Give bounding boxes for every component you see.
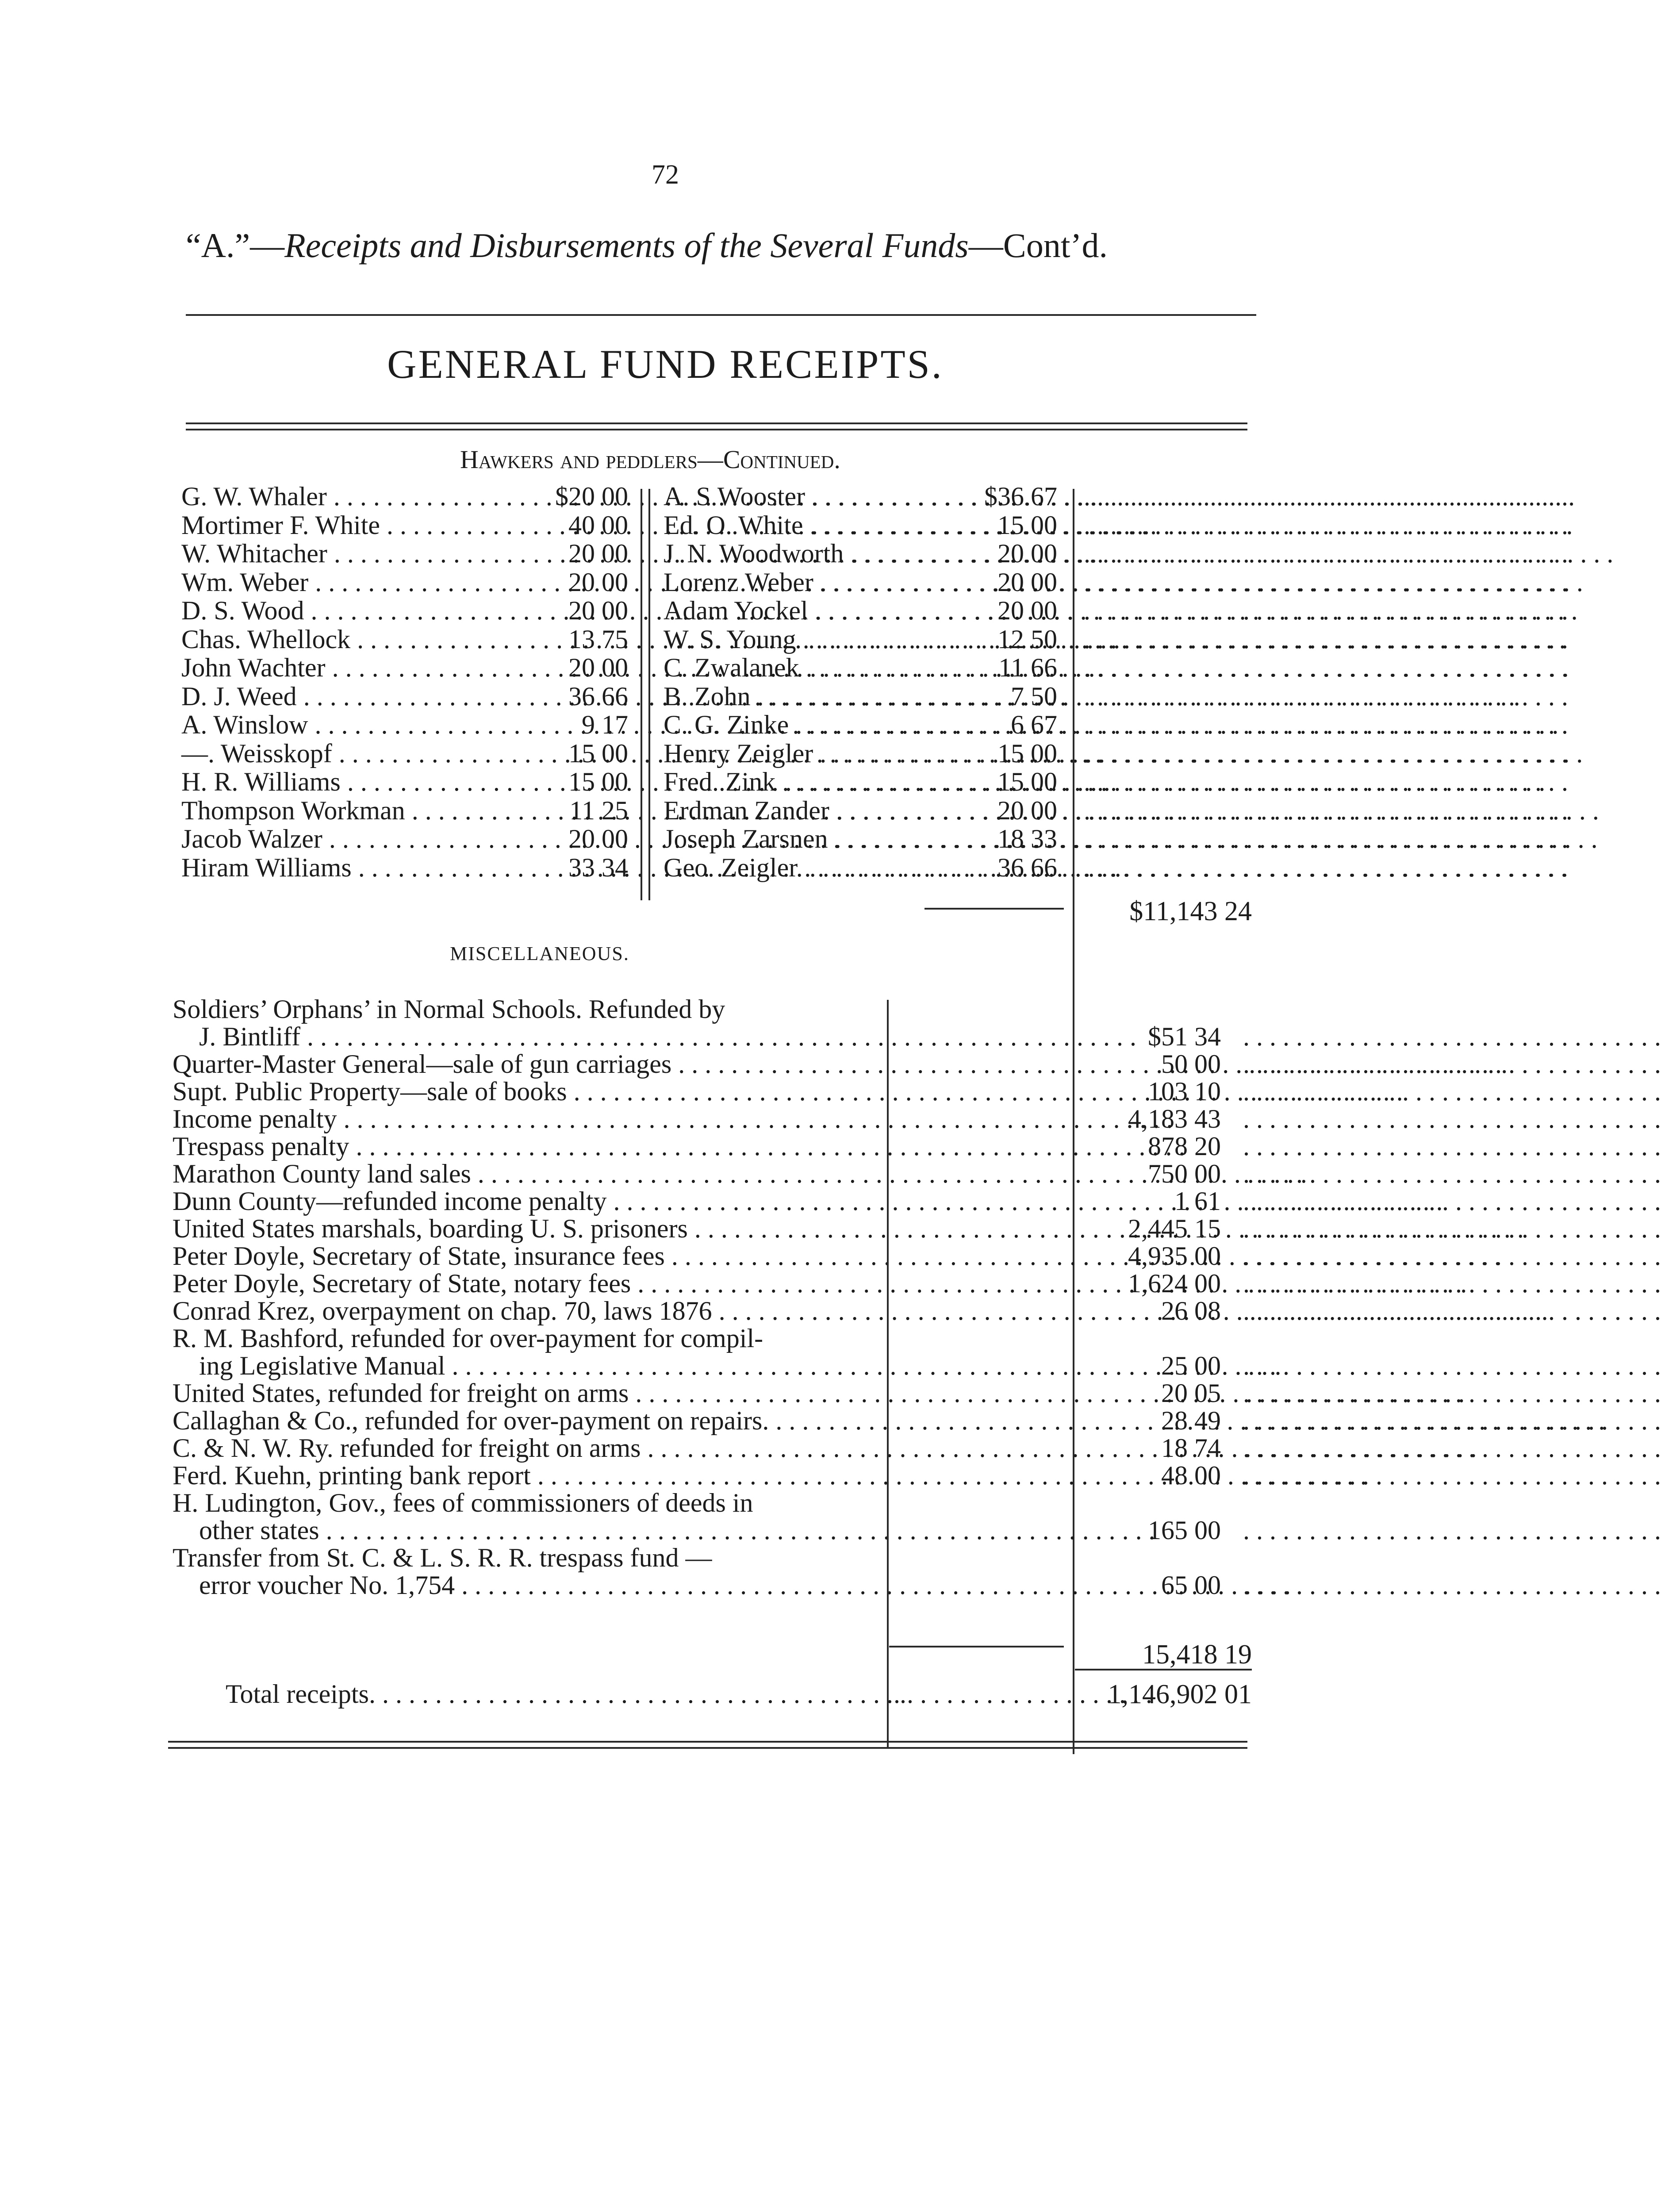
misc-description: Dunn County—refunded income penalty . . . — [173, 1187, 869, 1215]
misc-amount: 50 00 — [1161, 1049, 1221, 1079]
hawker-row-right — [664, 596, 1252, 625]
hawker-row-right — [664, 653, 1252, 682]
hawker-name: G. W. Whaler . . . — [181, 482, 491, 511]
hawker-amount: 36 66 — [568, 681, 628, 711]
hawker-name: Adam Yockel . . . — [664, 596, 920, 625]
misc-description: H. Ludington, Gov., fees of commissioners of deeds in — [173, 1488, 753, 1517]
misc-description: Soldiers’ Orphans’ in Normal Schools. Refunded by — [173, 995, 725, 1024]
misc-amount: 65 00 — [1161, 1571, 1221, 1600]
misc-amount: 48 00 — [1161, 1461, 1221, 1490]
hawkers-heading-text: Hawkers and peddlers—Continued. — [460, 445, 840, 474]
hawker-name: W. Whitacher . . . — [181, 539, 491, 568]
misc-row — [173, 1050, 1252, 1078]
hawker-amount: 12 50 — [997, 624, 1057, 654]
hawker-row-right — [664, 739, 1252, 768]
misc-row — [173, 1325, 1252, 1379]
fund-title: GENERAL FUND RECEIPTS. — [387, 342, 944, 387]
misc-amount: 165 00 — [1148, 1516, 1221, 1545]
hawker-name: A. Winslow . . . — [181, 710, 491, 739]
misc-row — [173, 1160, 1252, 1187]
misc-total: 15,418 19 — [1142, 1640, 1252, 1670]
hawker-name: Ed. O. White . . . — [664, 511, 920, 539]
hawker-row-left — [181, 653, 633, 682]
misc-description: United States, refunded for freight on arms . . . — [173, 1379, 869, 1407]
leader-dots — [1084, 796, 1252, 825]
hawker-amount: 11 25 — [569, 795, 628, 825]
hawker-row-right — [664, 853, 1252, 882]
hawker-row-left — [181, 511, 633, 539]
hawker-amount: 15 00 — [997, 738, 1057, 768]
hawker-row-left — [181, 768, 633, 796]
hawker-amount: 13 75 — [568, 624, 628, 654]
misc-description: Transfer from St. C. & L. S. R. R. trespass fund — — [173, 1543, 712, 1572]
leader-dots — [1243, 1078, 1420, 1105]
hawker-row-right — [664, 710, 1252, 739]
hawker-row-left — [181, 825, 633, 853]
misc-row — [173, 1489, 1252, 1544]
hawker-name: Thompson Workman . . . — [181, 796, 491, 825]
hawker-row-right — [664, 568, 1252, 596]
leader-dots — [1084, 596, 1252, 625]
misc-description: Quarter-Master General—sale of gun carriages . . . — [173, 1050, 869, 1078]
misc-amount: 750 00 — [1148, 1159, 1221, 1188]
leader-dots — [1243, 1352, 1420, 1379]
leader-dots — [1243, 1407, 1420, 1434]
leader-dots — [1243, 1105, 1420, 1133]
hawker-name: Chas. Whellock . . . — [181, 625, 491, 653]
misc-amount: 2,445 15 — [1128, 1214, 1221, 1243]
hawker-row-left — [181, 482, 633, 511]
leader-dots — [1243, 1187, 1420, 1215]
hawker-name: C. G. Zinke . . . — [664, 710, 920, 739]
hawker-name: Erdman Zander . . . — [664, 796, 920, 825]
misc-amount: 1,624 00 — [1128, 1269, 1221, 1298]
hawker-amount: 20 00 — [568, 824, 628, 853]
running-head-title: Receipts and Disbursements of the Several Funds — [284, 226, 969, 265]
misc-row — [173, 995, 1252, 1050]
hawker-row-left — [181, 568, 633, 596]
hawker-row-right — [664, 682, 1252, 710]
leader-dots — [1243, 1462, 1420, 1489]
leader-dots — [1084, 739, 1252, 768]
hawker-row-left — [181, 596, 633, 625]
hawker-row-right — [664, 796, 1252, 825]
leader-dots — [1243, 1215, 1420, 1242]
misc-row — [173, 1133, 1252, 1160]
hawker-amount: 36 66 — [997, 853, 1057, 882]
hawker-name: Henry Zeigler . . . — [664, 739, 920, 768]
misc-row — [173, 1078, 1252, 1105]
misc-description: R. M. Bashford, refunded for over-payment for compil- — [173, 1324, 763, 1353]
misc-amount: 878 20 — [1148, 1132, 1221, 1161]
hawker-name: H. R. Williams . . . — [181, 768, 491, 796]
hawker-amount: 20 00 — [997, 795, 1057, 825]
hawker-row-right — [664, 539, 1252, 568]
misc-description: Supt. Public Property—sale of books . . . — [173, 1078, 869, 1105]
hawker-amount: 20 00 — [568, 567, 628, 597]
misc-row — [173, 1270, 1252, 1297]
hawker-name: Lorenz Weber . . . — [664, 568, 920, 596]
leader-dots — [1084, 768, 1252, 796]
leader-dots — [1243, 1242, 1420, 1270]
hawker-name: Fred. Zink . . . — [664, 768, 920, 796]
misc-subtotal-rule — [889, 1646, 1064, 1647]
misc-description: Peter Doyle, Secretary of State, notary fees . . . — [173, 1270, 869, 1297]
misc-row — [173, 1407, 1252, 1434]
hawker-amount: 9 17 — [582, 710, 628, 739]
page-number: 72 — [652, 160, 679, 190]
hawker-amount: 40 00 — [568, 510, 628, 540]
column-divider-2 — [648, 489, 650, 900]
leader-dots — [1243, 1023, 1420, 1050]
leader-dots — [1084, 482, 1252, 511]
hawker-amount: $36 67 — [984, 482, 1057, 511]
misc-heading: MISCELLANEOUS. — [450, 943, 629, 964]
hawker-amount: 15 00 — [568, 767, 628, 796]
hawker-name: Jacob Walzer . . . — [181, 825, 491, 853]
hawker-row-left — [181, 625, 633, 653]
total-receipts-amount-dots: . . . . . . . . . . . . . . . . . . . . — [894, 1679, 1152, 1709]
leader-dots — [1084, 825, 1252, 853]
hawker-amount: $20 00 — [555, 482, 628, 511]
hawker-name: Mortimer F. White . . . — [181, 511, 491, 539]
running-head — [186, 226, 1256, 265]
hawker-amount: 15 00 — [997, 510, 1057, 540]
total-receipts-label — [226, 1679, 906, 1709]
hawker-amount: 20 00 — [568, 539, 628, 568]
leader-dots — [1084, 653, 1252, 682]
total-receipts-label-text: Total receipts — [226, 1679, 369, 1709]
hawker-row-left — [181, 682, 633, 710]
running-head-prefix: “A.”— — [186, 226, 285, 265]
hawker-amount: 6 67 — [1011, 710, 1057, 739]
hawker-row-left — [181, 739, 633, 768]
hawker-name: Hiram Williams . . . — [181, 853, 491, 882]
hawker-row-left — [181, 710, 633, 739]
misc-row — [173, 1297, 1252, 1325]
hawker-amount: 33 34 — [568, 853, 628, 882]
running-head-suffix: —Cont’d. — [968, 226, 1108, 265]
hawker-row-left — [181, 796, 633, 825]
total-receipts-top-rule — [1075, 1669, 1252, 1671]
misc-amount: 26 08 — [1161, 1296, 1221, 1325]
misc-amount: 18 74 — [1161, 1433, 1221, 1463]
leader-dots: . . . . . . . . . . . . . . . . . . . . . . . . . . . . . . . . . . . . . . . . . — [369, 1679, 906, 1709]
hawker-name: —. Weisskopf . . . — [181, 739, 491, 768]
hawkers-total: $11,143 24 — [1129, 896, 1252, 926]
hawker-row-left — [181, 853, 633, 882]
misc-row — [173, 1544, 1252, 1599]
misc-amount: 20 05 — [1161, 1379, 1221, 1408]
misc-description-continued: error voucher No. 1,754 . . . — [173, 1571, 896, 1599]
misc-row — [173, 1379, 1252, 1407]
misc-description: Income penalty . . . — [173, 1105, 869, 1133]
hawker-amount: 20 00 — [997, 567, 1057, 597]
hawker-name: C. Zwalanek . . . — [664, 653, 920, 682]
leader-dots — [1243, 1297, 1420, 1325]
leader-dots — [1084, 568, 1252, 596]
hawker-amount: 15 00 — [568, 738, 628, 768]
hawker-row-right — [664, 825, 1252, 853]
misc-description: C. & N. W. Ry. refunded for freight on arms . . . — [173, 1434, 869, 1462]
misc-amount-rule — [887, 1000, 889, 1747]
misc-description: Callaghan & Co., refunded for over-payment on repairs. . . . — [173, 1407, 869, 1434]
misc-description-continued: J. Bintliff . . . — [173, 1023, 896, 1050]
misc-row — [173, 1462, 1252, 1489]
hawker-row-right — [664, 625, 1252, 653]
misc-description: United States marshals, boarding U. S. prisoners . . . — [173, 1215, 869, 1242]
misc-amount: 28 49 — [1161, 1406, 1221, 1435]
misc-row — [173, 1434, 1252, 1462]
hawker-amount: 15 00 — [997, 767, 1057, 796]
hawker-amount: 20 00 — [997, 539, 1057, 568]
leader-dots — [1243, 1434, 1420, 1462]
misc-description: Peter Doyle, Secretary of State, insurance fees . . . — [173, 1242, 869, 1270]
misc-row — [173, 1215, 1252, 1242]
hawker-row-right — [664, 768, 1252, 796]
leader-dots — [1243, 1133, 1420, 1160]
hawker-amount: 20 00 — [568, 596, 628, 625]
hawkers-subtotal-rule — [924, 908, 1064, 910]
misc-row — [173, 1105, 1252, 1133]
misc-amount: $51 34 — [1148, 1022, 1221, 1051]
hawker-row-right — [664, 482, 1252, 511]
leader-dots — [1243, 1270, 1420, 1297]
hawker-row-right — [664, 511, 1252, 539]
misc-description: Ferd. Kuehn, printing bank report . . . — [173, 1462, 869, 1489]
leader-dots — [1243, 1160, 1420, 1187]
misc-amount: 4,935 00 — [1128, 1241, 1221, 1271]
misc-description: Trespass penalty . . . — [173, 1133, 869, 1160]
leader-dots — [1084, 682, 1252, 710]
leader-dots — [1243, 1050, 1420, 1078]
hawker-name: J. N. Woodworth . . . — [664, 539, 920, 568]
title-double-rule — [186, 422, 1247, 430]
leader-dots — [1084, 853, 1252, 882]
hawker-row-left — [181, 539, 633, 568]
misc-amount: 103 10 — [1148, 1077, 1221, 1106]
leader-dots — [1243, 1571, 1420, 1599]
hawker-name: W. S. Young . . . — [664, 625, 920, 653]
misc-amount: 1 61 — [1174, 1187, 1221, 1216]
misc-row — [173, 1242, 1252, 1270]
misc-description-continued: other states . . . — [173, 1517, 896, 1544]
hawker-name: B. Zohn . . . — [664, 682, 920, 710]
column-divider-1 — [641, 489, 642, 900]
total-receipts-amount: 1,146,902 01 — [1108, 1679, 1252, 1709]
hawker-name: A. S.Wooster . . . — [664, 482, 920, 511]
misc-row — [173, 1187, 1252, 1215]
hawker-name: Geo. Zeigler . . . — [664, 853, 920, 882]
footer-double-rule — [168, 1741, 1247, 1749]
leader-dots — [1243, 1517, 1420, 1544]
hawker-name: Wm. Weber . . . — [181, 568, 491, 596]
hawker-name: John Wachter . . . — [181, 653, 491, 682]
misc-amount: 25 00 — [1161, 1351, 1221, 1380]
hawker-amount: 20 00 — [997, 596, 1057, 625]
hawker-amount: 11 66 — [998, 653, 1057, 682]
hawker-amount: 18 33 — [997, 824, 1057, 853]
hawker-name: D. S. Wood . . . — [181, 596, 491, 625]
misc-description: Conrad Krez, overpayment on chap. 70, laws 1876 . . . — [173, 1297, 869, 1325]
leader-dots — [1084, 710, 1252, 739]
hawkers-heading — [460, 445, 840, 474]
leader-dots — [1084, 511, 1252, 539]
leader-dots — [1243, 1379, 1420, 1407]
misc-description-continued: ing Legislative Manual . . . — [173, 1352, 896, 1379]
header-rule — [186, 314, 1256, 316]
misc-amount: 4,183 43 — [1128, 1104, 1221, 1133]
leader-dots — [1084, 539, 1252, 568]
misc-description: Marathon County land sales . . . — [173, 1160, 869, 1187]
hawker-amount: 7 50 — [1011, 681, 1057, 711]
leader-dots — [1084, 625, 1252, 653]
hawker-name: D. J. Weed . . . — [181, 682, 491, 710]
hawker-name: Joseph Zarsnen . . . — [664, 825, 920, 853]
hawker-amount: 20 00 — [568, 653, 628, 682]
